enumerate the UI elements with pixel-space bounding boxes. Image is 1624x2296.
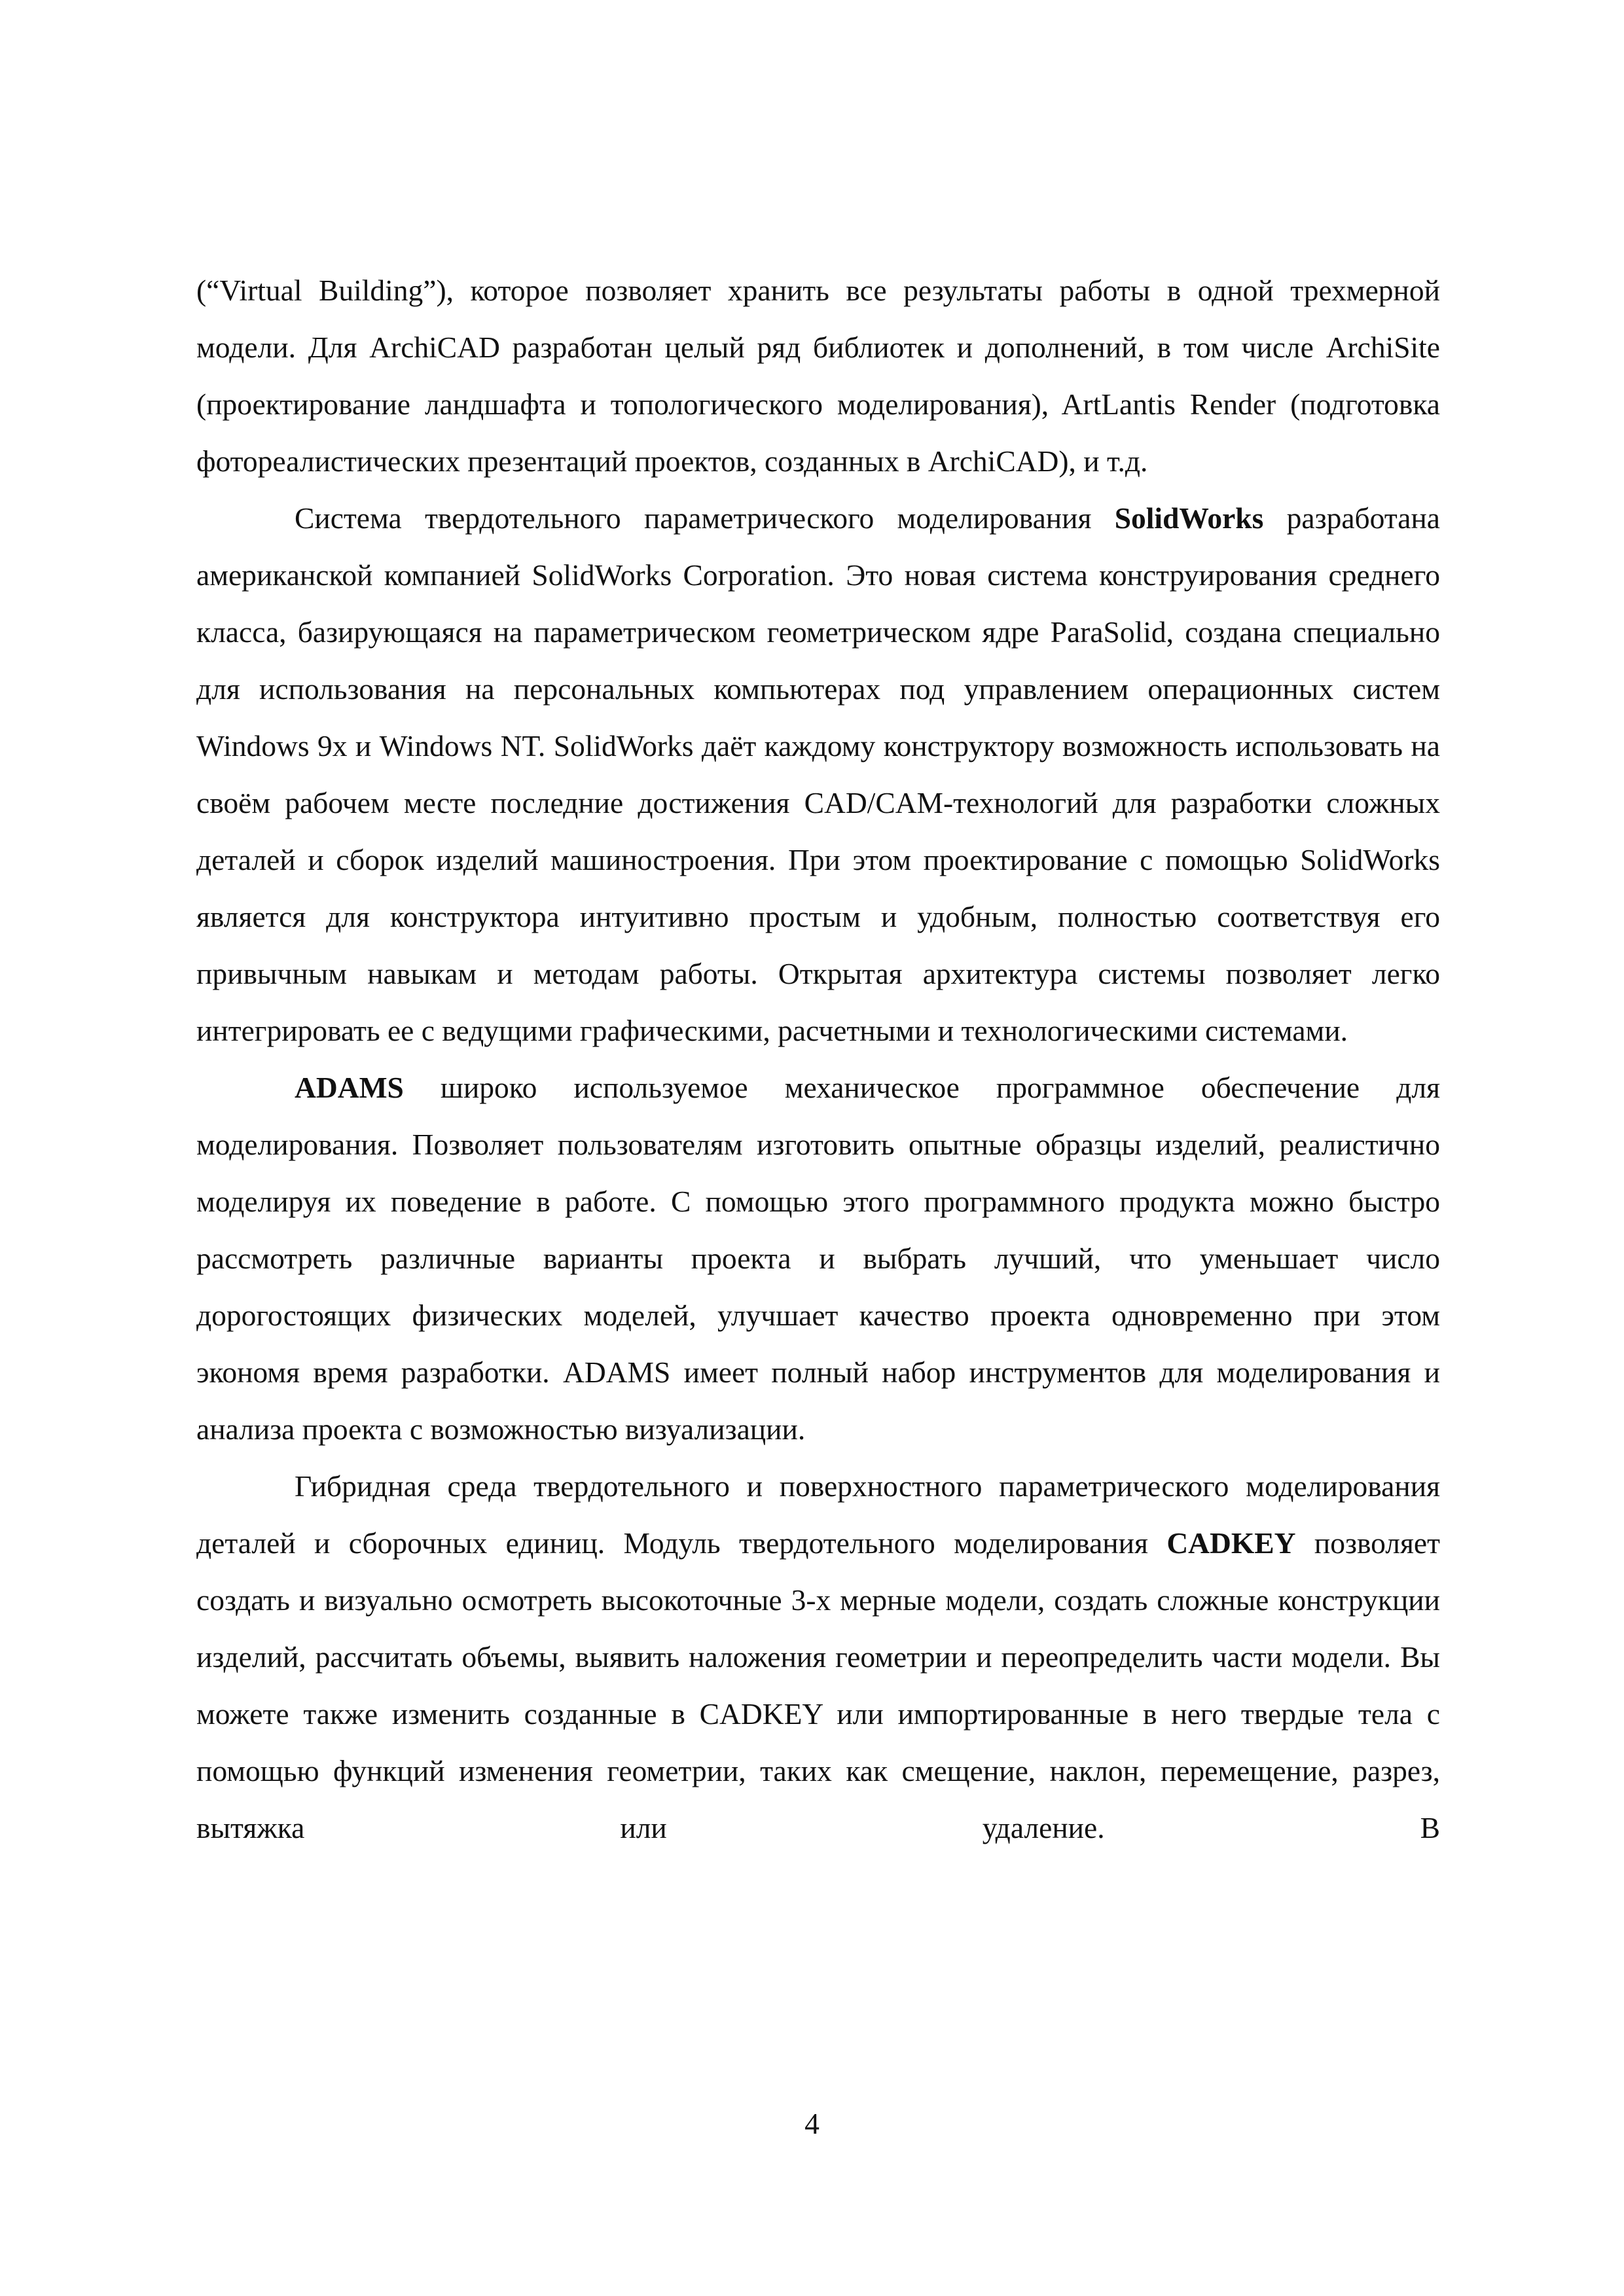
term-adams: ADAMS (295, 1071, 404, 1104)
term-cadkey: CADKEY (1166, 1526, 1296, 1560)
paragraph-text: (“Virtual Building”), которое позволяет хранить все результаты работы в одной трехмерной модели. Для ArchiCAD разработан целый ряд библиотек и дополнений, в том числе ArchiSite (проектирование ландшафта и топологического моделирования), ArtLantis Render (подготовка фотореалистических презентаций проектов, созданных в ArchiCAD), и т.д. (196, 274, 1440, 478)
paragraph-solidworks (196, 490, 1440, 1059)
page-body (196, 262, 1440, 1856)
paragraph-adams (196, 1059, 1440, 1458)
paragraph-text: позволяет создать и визуально осмотреть высокоточные 3-х мерные модели, создать сложные конструкции изделий, рассчитать объемы, выявить наложения геометрии и переопределить части модели. Вы можете также изменить созданные в CADKEY или импортированные в него твердые тела с помощью функций изменения геометрии, таких как смещение, наклон, перемещение, разрез, вытяжка или удаление. В (196, 1526, 1440, 1844)
page-number: 4 (804, 2107, 820, 2140)
paragraph-text: разработана американской компанией SolidWorks Corporation. Это новая система конструирования среднего класса, базирующаяся на параметрическом геометрическом ядре ParaSolid, создана специально для использования на персональных компьютерах под управлением операционных систем Windows 9x и Windows NT. SolidWorks даёт каждому конструктору возможность использовать на своём рабочем месте последние достижения CAD/CAM-технологий для разработки сложных деталей и сборок изделий машиностроения. При этом проектирование с помощью SolidWorks является для конструктора интуитивно простым и удобным, полностью соответствуя его привычным навыкам и методам работы. Открытая архитектура системы позволяет легко интегрировать ее с ведущими графическими, расчетными и технологическими системами. (196, 501, 1441, 1047)
paragraph-cadkey (196, 1458, 1440, 1856)
paragraph-text: широко используемое механическое программное обеспечение для моделирования. Позволяет пользователям изготовить опытные образцы изделий, реалистично моделируя их поведение в работе. С помощью этого программного продукта можно быстро рассмотреть различные варианты проекта и выбрать лучший, что уменьшает число дорогостоящих физических моделей, улучшает качество проекта одновременно при этом экономя время разработки. ADAMS имеет полный набор инструментов для моделирования и анализа проекта с возможностью визуализации. (196, 1071, 1440, 1446)
paragraph-text: Система твердотельного параметрического моделирования (295, 501, 1115, 535)
term-solidworks: SolidWorks (1114, 501, 1264, 535)
paragraph-archicad-continuation (196, 262, 1440, 490)
paragraph-text: Гибридная среда твердотельного и поверхностного параметрического моделирования деталей и сборочных единиц. Модуль твердотельного моделирования (196, 1469, 1440, 1560)
